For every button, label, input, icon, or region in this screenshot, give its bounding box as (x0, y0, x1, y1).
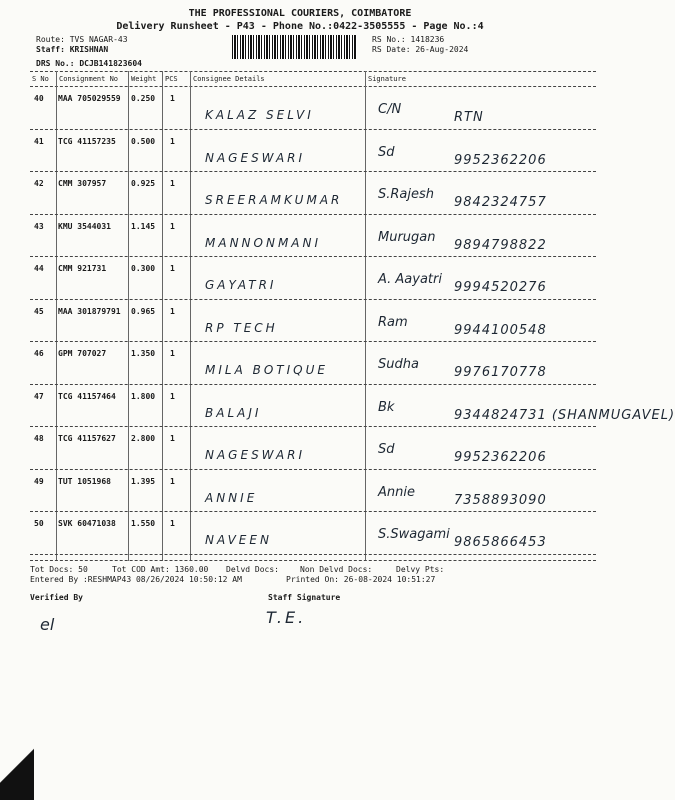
row-consignee: NAGESWARI (205, 448, 306, 462)
row-divider (30, 469, 596, 470)
row-consignment: TCG 41157235 (58, 136, 116, 146)
row-sno: 42 (34, 179, 44, 188)
row-consignment: KMU 3544031 (58, 221, 111, 231)
row-pcs: 1 (170, 264, 175, 273)
row-divider (30, 426, 596, 427)
row-divider (30, 554, 596, 555)
row-weight: 0.925 (131, 179, 156, 188)
row-sno: 45 (34, 306, 44, 316)
col-divider (365, 71, 366, 561)
row-sno: 44 (34, 264, 44, 273)
row-phone: RTN (454, 110, 484, 125)
staff-label: Staff: KRISHNAN (36, 45, 109, 54)
row-signature: Sd (378, 442, 395, 457)
row-divider (30, 256, 596, 257)
row-sno: 49 (34, 476, 44, 486)
row-pcs: 1 (170, 136, 175, 146)
row-consignment: TUT 1051968 (58, 476, 111, 486)
row-divider (30, 341, 596, 342)
row-signature: Bk (378, 399, 395, 415)
row-weight: 1.550 (131, 519, 156, 528)
col-sno: S No (32, 75, 49, 83)
row-phone: 9952362206 (454, 450, 547, 465)
total-cod: Tot COD Amt: 1360.00 (112, 565, 209, 574)
row-consignment: GPM 707027 (58, 349, 107, 358)
scan-shadow (0, 740, 34, 800)
row-divider (30, 299, 596, 300)
company-title: THE PROFESSIONAL COURIERS, COIMBATORE (188, 8, 412, 19)
row-pcs: 1 (170, 476, 175, 486)
row-phone: 9944100548 (454, 322, 547, 338)
rs-number: RS No.: 1418236 (372, 35, 445, 44)
row-weight: 0.965 (131, 306, 156, 316)
verified-signature: el (40, 615, 55, 634)
col-divider (162, 71, 163, 561)
row-sno: 47 (34, 391, 44, 401)
col-divider (190, 71, 191, 561)
row-signature: S.Swagami (378, 527, 450, 542)
row-divider (30, 171, 596, 172)
row-consignee: MILA BOTIQUE (205, 363, 328, 377)
row-pcs: 1 (170, 391, 175, 401)
divider (30, 71, 596, 72)
row-pcs: 1 (170, 179, 175, 188)
row-signature: Murugan (378, 229, 436, 245)
row-pcs: 1 (170, 519, 175, 528)
row-weight: 0.250 (131, 94, 156, 103)
col-weight: Weight (131, 75, 157, 83)
row-consignee: BALAJI (205, 405, 262, 420)
verified-by-label: Verified By (30, 593, 83, 602)
row-consignment: CMM 307957 (58, 179, 107, 188)
row-sno: 40 (34, 94, 44, 103)
route-label: Route: TVS NAGAR-43 (36, 35, 128, 44)
row-consignment: MAA 705029559 (58, 94, 121, 103)
row-signature: A. Aayatri (378, 272, 442, 287)
row-weight: 1.395 (131, 476, 156, 486)
row-consignee: RP TECH (205, 320, 278, 335)
row-divider (30, 511, 596, 512)
row-sno: 50 (34, 519, 44, 528)
row-phone: 9842324757 (454, 195, 547, 210)
staff-signature-mark: T.E. (266, 608, 307, 627)
row-consignment: CMM 921731 (58, 264, 107, 273)
col-consignment: Consignment No (59, 75, 119, 83)
col-pcs: PCS (165, 75, 178, 83)
row-phone: 9894798822 (454, 237, 547, 253)
row-weight: 1.800 (131, 391, 156, 401)
row-consignee: SREERAMKUMAR (205, 193, 343, 207)
col-divider (56, 71, 57, 561)
total-docs: Tot Docs: 50 (30, 565, 88, 574)
row-consignment: TCG 41157627 (58, 434, 116, 443)
row-phone: 9865866453 (454, 535, 547, 550)
row-pcs: 1 (170, 94, 175, 103)
row-divider (30, 214, 596, 215)
row-consignment: MAA 301879791 (58, 306, 121, 316)
row-signature: Sudha (378, 357, 419, 372)
row-pcs: 1 (170, 221, 175, 231)
delivery-points: Delvy Pts: (396, 565, 445, 574)
row-signature: S.Rajesh (378, 187, 435, 202)
row-weight: 1.350 (131, 349, 156, 358)
row-weight: 0.500 (131, 136, 156, 146)
row-consignee: GAYATRI (205, 278, 277, 292)
delivered-docs: Delvd Docs: (226, 565, 279, 574)
col-divider (128, 71, 129, 561)
row-sno: 46 (34, 349, 44, 358)
row-phone: 7358893090 (454, 492, 547, 508)
row-phone: 9952362206 (454, 152, 547, 168)
rs-date: RS Date: 26-Aug-2024 (372, 45, 469, 54)
row-weight: 2.800 (131, 434, 156, 443)
row-sno: 48 (34, 434, 44, 443)
non-delivered-docs: Non Delvd Docs: (300, 565, 373, 574)
row-pcs: 1 (170, 434, 175, 443)
row-consignment: TCG 41157464 (58, 391, 116, 401)
col-signature: Signature (368, 75, 406, 83)
row-phone: 9976170778 (454, 365, 547, 380)
row-divider (30, 129, 596, 130)
row-pcs: 1 (170, 349, 175, 358)
row-signature: Annie (378, 484, 415, 500)
row-sno: 43 (34, 221, 44, 231)
row-pcs: 1 (170, 306, 175, 316)
row-consignee: KALAZ SELVI (205, 108, 314, 122)
row-consignment: SVK 60471038 (58, 519, 116, 528)
divider (30, 560, 596, 561)
runsheet-subtitle: Delivery Runsheet - P43 - Phone No.:0422-3505555 - Page No.:4 (116, 21, 484, 32)
row-phone: 9994520276 (454, 280, 547, 295)
printed-on: Printed On: 26-08-2024 10:51:27 (286, 575, 436, 584)
barcode (232, 35, 357, 59)
row-consignee: MANNONMANI (205, 235, 322, 250)
divider (30, 86, 596, 87)
row-sno: 41 (34, 136, 44, 146)
row-weight: 0.300 (131, 264, 156, 273)
row-signature: Ram (378, 314, 408, 330)
row-signature: Sd (378, 144, 395, 160)
row-consignee: ANNIE (205, 490, 258, 505)
row-consignee: NAGESWARI (205, 150, 306, 165)
staff-signature-label: Staff Signature (268, 593, 341, 602)
col-consignee: Consignee Details (193, 75, 265, 83)
row-phone: 9344824731 (SHANMUGAVEL) (454, 407, 675, 423)
row-signature: C/N (378, 102, 402, 117)
entered-by: Entered By :RESHMAP43 08/26/2024 10:50:12 AM (30, 575, 242, 584)
row-weight: 1.145 (131, 221, 156, 231)
row-consignee: NAVEEN (205, 533, 272, 547)
row-divider (30, 384, 596, 385)
drs-label: DRS No.: DCJB141823604 (36, 59, 142, 68)
